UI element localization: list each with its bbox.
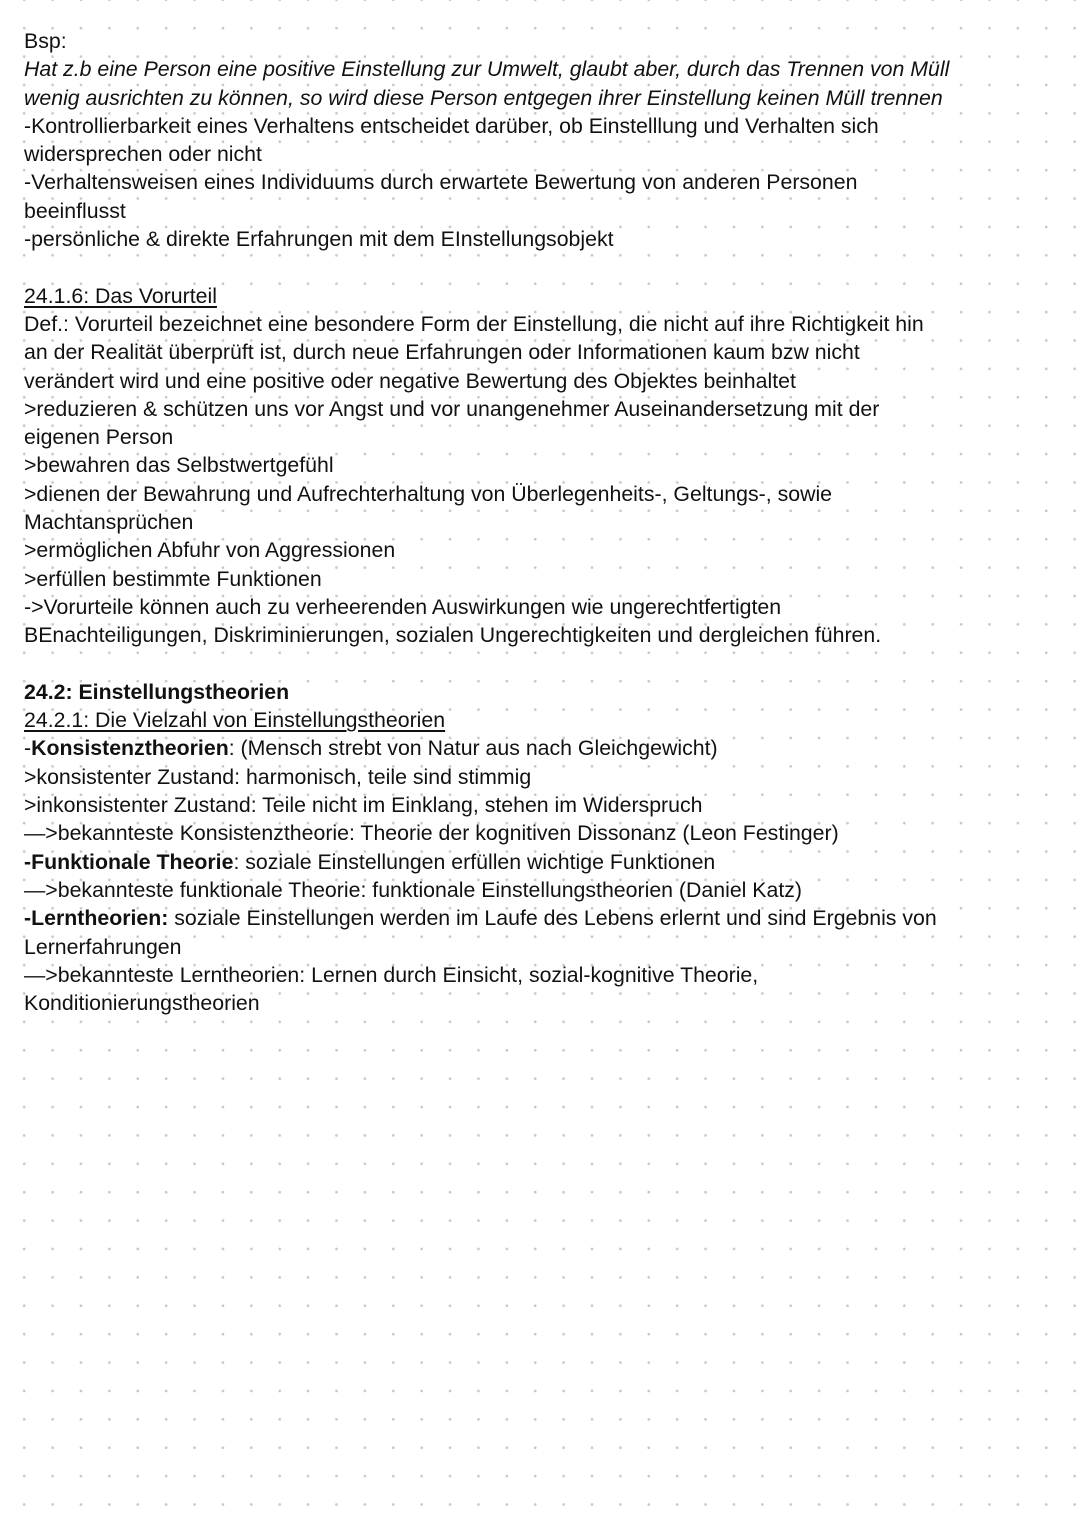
- point-aggressionen: >ermöglichen Abfuhr von Aggressionen: [24, 538, 396, 563]
- note-page: [24, 27, 1064, 1017]
- definition-line-3: verändert wird und eine positive oder negative Bewertung des Objektes beinhaltet: [24, 368, 796, 393]
- lern-desc: soziale Einstellungen werden im Laufe des Lebens erlernt und sind Ergebnis von: [168, 906, 937, 931]
- point-bewahrung-line-2: Machtansprüchen: [24, 510, 194, 535]
- konsistenztheorien-line: [24, 734, 1064, 762]
- heading-vorurteil-text: 24.1.6: Das Vorurteil: [24, 283, 217, 308]
- example-text-line-2: wenig ausrichten zu können, so wird diese Person entgegen ihrer Einstellung keinen Müll trennen: [24, 85, 943, 110]
- heading-vorurteil: [24, 282, 1064, 310]
- funktional-desc: : soziale Einstellungen erfüllen wichtige Funktionen: [233, 849, 716, 874]
- funktional-term: -Funktionale Theorie: [24, 849, 234, 874]
- point-reduzieren-line-2: eigenen Person: [24, 425, 174, 450]
- point-selbstwert: >bewahren das Selbstwertgefühl: [24, 453, 334, 478]
- konsistenz-prefix: -: [24, 736, 32, 761]
- consequence-line-1: ->Vorurteile können auch zu verheerenden Auswirkungen wie ungerechtfertigten: [24, 594, 782, 619]
- konsistenter-zustand: >konsistenter Zustand: harmonisch, teile sind stimmig: [24, 764, 532, 789]
- lern-example-line-2: Konditionierungstheorien: [24, 991, 260, 1016]
- bullet-erfahrungen: -persönliche & direkte Erfahrungen mit dem EInstellungsobjekt: [24, 227, 614, 252]
- konsistenz-example: —>bekannteste Konsistenztheorie: Theorie der kognitiven Dissonanz (Leon Festinger): [24, 821, 839, 846]
- lern-desc-line-2: Lernerfahrungen: [24, 934, 182, 959]
- bullet-verhaltensweisen-line-2: beeinflusst: [24, 198, 126, 223]
- point-reduzieren-line-1: >reduzieren & schützen uns vor Angst und vor unangenehmer Auseinandersetzung mit der: [24, 396, 880, 421]
- konsistenz-desc: : (Mensch strebt von Natur aus nach Gleichgewicht): [228, 736, 718, 761]
- heading-einstellungstheorien-text: 24.2: Einstellungstheorien: [24, 679, 290, 704]
- definition-line-1: Def.: Vorurteil bezeichnet eine besondere Form der Einstellung, die nicht auf ihre Richtigkeit hin: [24, 311, 924, 336]
- inkonsistenter-zustand: >inkonsistenter Zustand: Teile nicht im Einklang, stehen im Widerspruch: [24, 793, 703, 818]
- consequence-line-2: BEnachteiligungen, Diskriminierungen, sozialen Ungerechtigkeiten und dergleichen führen.: [24, 623, 882, 648]
- spacer: [24, 253, 1064, 281]
- bullet-kontrollierbarkeit-line-2: widersprechen oder nicht: [24, 142, 262, 167]
- point-funktionen: >erfüllen bestimmte Funktionen: [24, 566, 322, 591]
- point-bewahrung-line-1: >dienen der Bewahrung und Aufrechterhaltung von Überlegenheits-, Geltungs-, sowie: [24, 481, 833, 506]
- definition-line-2: an der Realität überprüft ist, durch neue Erfahrungen oder Informationen kaum bzw nicht: [24, 340, 860, 365]
- konsistenz-term: Konsistenztheorien: [31, 736, 229, 761]
- bullet-kontrollierbarkeit-line-1: -Kontrollierbarkeit eines Verhaltens entscheidet darüber, ob Einstelllung und Verhalten sich: [24, 113, 879, 138]
- bsp-label: Bsp:: [24, 29, 67, 53]
- lern-term: -Lerntheorien:: [24, 906, 169, 931]
- heading-einstellungstheorien: [24, 678, 1064, 706]
- lern-example-line-1: —>bekannteste Lerntheorien: Lernen durch Einsicht, sozial-kognitive Theorie,: [24, 962, 759, 987]
- subheading-vielzahl: [24, 706, 1064, 734]
- bullet-verhaltensweisen-line-1: -Verhaltensweisen eines Individuums durch erwartete Bewertung von anderen Personen: [24, 170, 858, 195]
- funktionale-theorie-line: [24, 848, 1064, 876]
- funktional-example: —>bekannteste funktionale Theorie: funktionale Einstellungstheorien (Daniel Katz): [24, 877, 803, 902]
- spacer: [24, 650, 1064, 678]
- subheading-vielzahl-text: 24.2.1: Die Vielzahl von Einstellungstheorien: [24, 708, 446, 733]
- lerntheorien-line: [24, 904, 1064, 932]
- example-text-line-1: Hat z.b eine Person eine positive Einstellung zur Umwelt, glaubt aber, durch das Trennen von Müll: [24, 57, 950, 82]
